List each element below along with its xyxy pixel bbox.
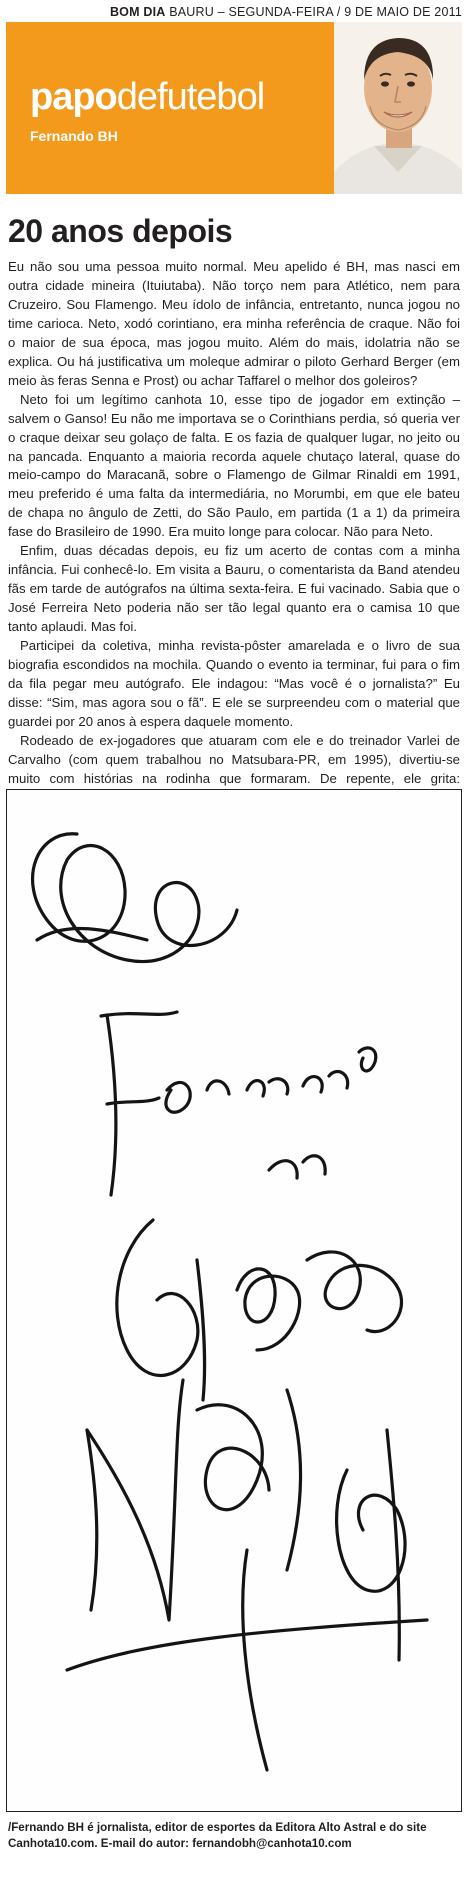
article-paragraph: Neto foi um legítimo canhota 10, esse tipo de jogador em extinção – salvem o Ganso! Eu não me importava se o Corinthians perdia, só queria ver o craque deixar seu golaço de falta. E os fazia de qualquer lugar, no jeito ou na pancada. Enquanto a maioria recorda aquele chutaço lateral, quase do meio-campo do Maracanã, sobre o Flamengo de Gilmar Rinaldi em 1991, meu preferido é uma falta da intermediária, no Morumbi, em que ele bateu de chapa no ângulo de Zetti, do São Paulo, em partida (1 a 1) da primeira fase do Brasileiro de 1990. Era muito longe para colocar. Não para Neto. (8, 391, 460, 540)
handwritten-signature (7, 790, 460, 1810)
column-title (30, 76, 264, 119)
column-banner (6, 22, 462, 194)
article-paragraph: Enfim, duas décadas depois, eu fiz um acerto de contas com a minha infância. Fui conhecê-lo. Em visita a Bauru, o comentarista da Band atendeu fãs em tarde de autógrafos na última sexta-feira. E fui vacinado. Sabia que o José Ferreira Neto poderia não ser tão legal quanto era o camisa 10 que tanto aplaudi. Mas foi. (8, 543, 460, 635)
author-portrait (334, 22, 462, 194)
article-paragraph: Eu não sou uma pessoa muito normal. Meu apelido é BH, mas nasci em outra cidade mineira (Ituiutaba). Não torço nem para Atlético, nem para Cruzeiro. Sou Flamengo. Meu ídolo de infância, entretanto, nunca jogou no time carioca. Neto, xodó corintiano, era minha referência de craque. Não foi o maior de sua época, mas jogou muito. Além do mais, idolatria não se explica. Ou há justificativa um moleque admirar o piloto Gerhard Berger (em meio às feras Senna e Prost) ou achar Taffarel o melhor dos goleiros? (8, 259, 460, 388)
city-and-date: BAURU – SEGUNDA-FEIRA / 9 DE MAIO DE 2011 (169, 5, 462, 19)
column-title-bold: papo (30, 76, 117, 118)
article-paragraph: Rodeado de ex-jogadores que atuaram com ele e do treinador Varlei de Carvalho (com quem trabalhou no Matsubara-PR, em 1995), divertiu-se muito com histórias na rodinha que formaram. De repente, ele grita: (8, 732, 460, 786)
newspaper-name: BOM DIA (109, 5, 166, 19)
column-author: Fernando BH (30, 128, 118, 144)
dateline (110, 5, 462, 19)
column-title-light: defutebol (116, 76, 265, 118)
article-paragraph: Participei da coletiva, minha revista-pôster amarelada e o livro de sua biografia escondidos na mochila. Quando o evento ia terminar, fui para o fim da fila pegar meu autógrafo. Ele indagou: “Mas você é o jornalista?” Eu disse: “Sim, mas agora sou o fã”. E ele se surpreendeu com o material que guardei por 20 anos à espera daquele momento. (8, 638, 460, 729)
autograph-image (6, 789, 462, 1812)
author-footnote: /Fernando BH é jornalista, editor de esportes da Editora Alto Astral e do site Canhota10.com. E-mail do autor: fernandobh@canhota10.com (8, 1821, 427, 1850)
article-headline: 20 anos depois (8, 213, 233, 249)
dateline-bar (0, 0, 468, 20)
